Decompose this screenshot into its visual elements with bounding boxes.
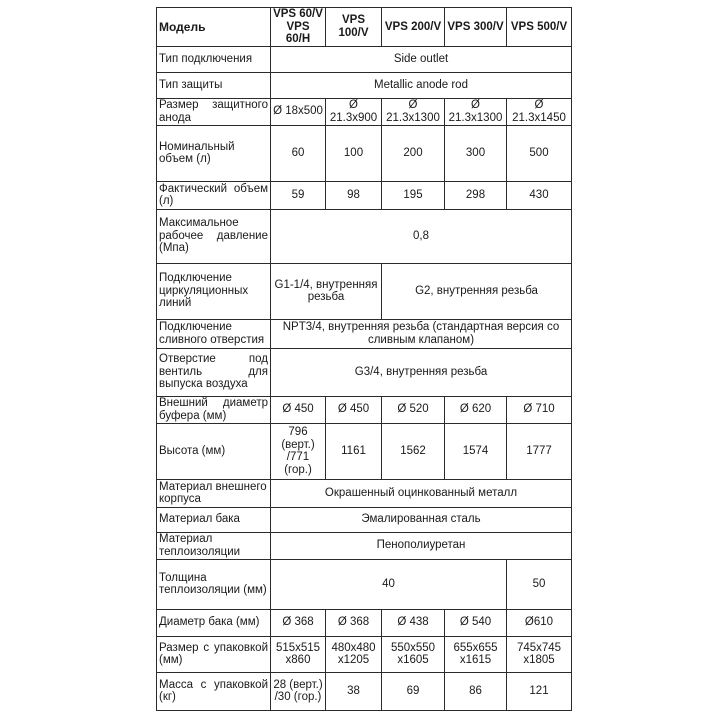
row-tank-material xyxy=(157,507,572,532)
row-value: 550x550 x1605 xyxy=(382,636,445,672)
row-label: Тип защиты xyxy=(157,72,271,98)
row-drain xyxy=(157,319,572,348)
row-label: Отверстие под вентиль для выпуска воздуха xyxy=(157,348,271,396)
row-connection-type xyxy=(157,46,572,72)
row-value: 1777 xyxy=(507,423,572,479)
row-buffer-diameter xyxy=(157,396,572,423)
row-value: Ø 21.3x1300 xyxy=(382,98,445,125)
row-package-size xyxy=(157,636,572,672)
row-value: 40 xyxy=(271,559,507,609)
header-model-200: VPS 200/V xyxy=(382,8,445,47)
row-label: Тип подключения xyxy=(157,46,271,72)
row-value: 0,8 xyxy=(271,209,572,263)
row-insulation-material xyxy=(157,532,572,559)
row-label: Внешний диаметр буфера (мм) xyxy=(157,396,271,423)
row-value: Ø 21.3x1450 xyxy=(507,98,572,125)
row-value: 1161 xyxy=(326,423,382,479)
row-value: G2, внутренняя резьба xyxy=(382,263,572,319)
header-row xyxy=(157,8,572,47)
row-actual-volume xyxy=(157,181,572,209)
row-value: Side outlet xyxy=(271,46,572,72)
row-label: Подключение сливного отверстия xyxy=(157,319,271,348)
row-value: Ø 368 xyxy=(326,609,382,636)
row-label: Толщина теплоизоляции (мм) xyxy=(157,559,271,609)
row-package-mass xyxy=(157,672,572,710)
row-height xyxy=(157,423,572,479)
row-value: Ø 368 xyxy=(271,609,326,636)
row-label: Подключение циркуляционных линий xyxy=(157,263,271,319)
row-value: 655x655 x1615 xyxy=(445,636,507,672)
row-value: 59 xyxy=(271,181,326,209)
row-value: 50 xyxy=(507,559,572,609)
row-label: Материал бака xyxy=(157,507,271,532)
row-label: Размер защитного анода xyxy=(157,98,271,125)
row-value: Ø 450 xyxy=(326,396,382,423)
row-value: 515x515 x860 xyxy=(271,636,326,672)
model-60h: VPS 60/H xyxy=(285,20,311,45)
row-air-valve xyxy=(157,348,572,396)
row-value: 60 xyxy=(271,125,326,181)
row-value: NPT3/4, внутренняя резьба (стандартная версия со сливным клапаном) xyxy=(271,319,572,348)
row-casing-material xyxy=(157,479,572,507)
row-value: Ø 18x500 xyxy=(271,98,326,125)
row-value: Ø 21.3x900 xyxy=(326,98,382,125)
row-value: 200 xyxy=(382,125,445,181)
row-value: 500 xyxy=(507,125,572,181)
row-label: Материал внешнего корпуса xyxy=(157,479,271,507)
row-insulation-thickness xyxy=(157,559,572,609)
row-value: Ø 450 xyxy=(271,396,326,423)
row-protection-type xyxy=(157,72,572,98)
row-label: Максимальное рабочее давление (Мпа) xyxy=(157,209,271,263)
row-value: 796 (верт.) /771 (гор.) xyxy=(271,423,326,479)
row-value: 28 (верт.) /30 (гор.) xyxy=(271,672,326,710)
row-nominal-volume xyxy=(157,125,572,181)
row-label: Номинальный объем (л) xyxy=(157,125,271,181)
row-label: Размер с упаковкой (мм) xyxy=(157,636,271,672)
row-label: Диаметр бака (мм) xyxy=(157,609,271,636)
row-value: 86 xyxy=(445,672,507,710)
row-value: G3/4, внутренняя резьба xyxy=(271,348,572,396)
row-value: 1562 xyxy=(382,423,445,479)
row-value: 100 xyxy=(326,125,382,181)
row-value: 121 xyxy=(507,672,572,710)
row-label: Фактический объем (л) xyxy=(157,181,271,209)
header-model-60 xyxy=(271,8,326,47)
row-label: Высота (мм) xyxy=(157,423,271,479)
row-value: Окрашенный оцинкованный металл xyxy=(271,479,572,507)
row-circulation xyxy=(157,263,572,319)
row-value: Metallic anode rod xyxy=(271,72,572,98)
row-value: Ø 540 xyxy=(445,609,507,636)
row-value: 98 xyxy=(326,181,382,209)
row-value: Эмалированная сталь xyxy=(271,507,572,532)
row-value: Ø 710 xyxy=(507,396,572,423)
row-label: Материал теплоизоляции xyxy=(157,532,271,559)
header-model-100: VPS 100/V xyxy=(326,8,382,47)
row-value: Пенополиуретан xyxy=(271,532,572,559)
specifications-table xyxy=(156,7,572,711)
row-value: Ø 520 xyxy=(382,396,445,423)
row-value: 195 xyxy=(382,181,445,209)
header-model-300: VPS 300/V xyxy=(445,8,507,47)
row-value: Ø 438 xyxy=(382,609,445,636)
row-value: 430 xyxy=(507,181,572,209)
row-value: Ø 21.3x1300 xyxy=(445,98,507,125)
row-value: G1-1/4, внутренняя резьба xyxy=(271,263,382,319)
model-60v: VPS 60/V xyxy=(273,8,323,20)
row-anode-size xyxy=(157,98,572,125)
row-value: 38 xyxy=(326,672,382,710)
row-label: Масса с упаковкой (кг) xyxy=(157,672,271,710)
row-value: Ø 620 xyxy=(445,396,507,423)
row-max-pressure xyxy=(157,209,572,263)
row-value: 480x480 x1205 xyxy=(326,636,382,672)
row-value: 298 xyxy=(445,181,507,209)
row-value: Ø610 xyxy=(507,609,572,636)
row-value: 1574 xyxy=(445,423,507,479)
header-model-500: VPS 500/V xyxy=(507,8,572,47)
header-label: Модель xyxy=(157,8,271,47)
row-value: 69 xyxy=(382,672,445,710)
row-tank-diameter xyxy=(157,609,572,636)
row-value: 745x745 x1805 xyxy=(507,636,572,672)
row-value: 300 xyxy=(445,125,507,181)
